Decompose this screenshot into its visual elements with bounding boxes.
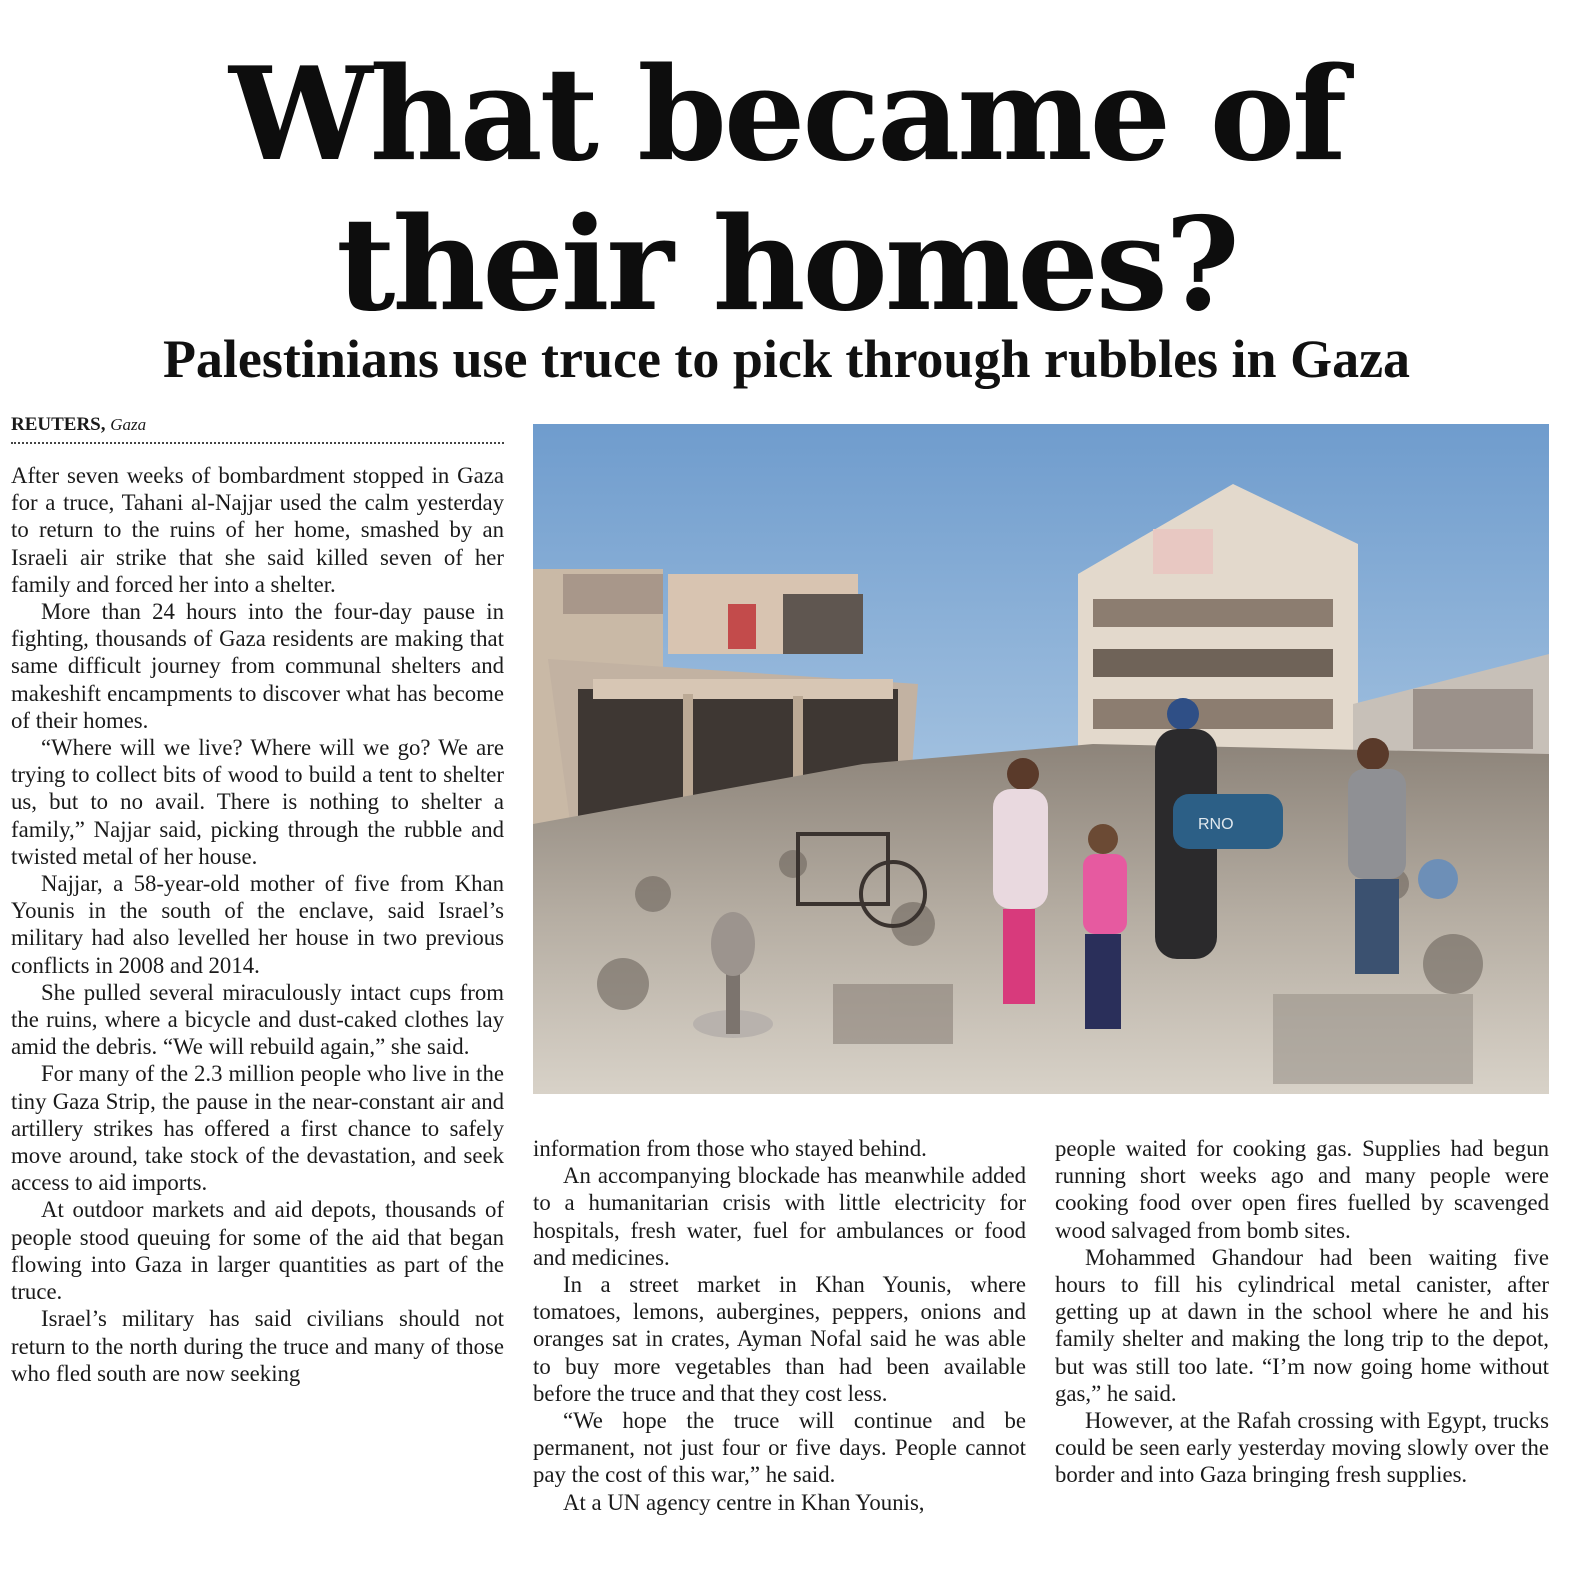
paragraph: In a street market in Khan Younis, where tomatoes, lemons, aubergines, peppers, onions and oranges sat in crates, Ayman Nofal said he was able to buy more vegetables than had been available before the truce and that they cost less. — [533, 1272, 1026, 1406]
byline-agency: REUTERS, — [11, 414, 106, 435]
paragraph: For many of the 2.3 million people who live in the tiny Gaza Strip, the pause in the near-constant air and artillery strikes has offered a first chance to safely move around, take stock of the devastation, and seek access to aid imports. — [11, 1061, 504, 1196]
paragraph: Mohammed Ghandour had been waiting five hours to fill his cylindrical metal canister, after getting up at dawn in the school where he and his family shelter and making the long trip to the depot, but was still too late. “I’m now going home without gas,” he said. — [1055, 1244, 1549, 1406]
headline-line-2: their homes? — [336, 190, 1237, 340]
bag-text: RNO — [1198, 816, 1234, 833]
article-column-2 — [533, 1135, 1026, 1516]
paragraph: At a UN agency centre in Khan Younis, — [563, 1489, 925, 1515]
paragraph: After seven weeks of bombardment stopped in Gaza for a truce, Tahani al-Najjar used the calm yesterday to return to the ruins of her home, smashed by an Israeli air strike that she said killed seven of her family and forced her into a shelter. — [11, 463, 504, 597]
paragraph: An accompanying blockade has meanwhile added to a humanitarian crisis with little electricity for hospitals, fresh water, fuel for ambulances or food and medicines. — [533, 1163, 1026, 1270]
headline-line-1: What became of — [228, 40, 1345, 190]
article-column-1 — [11, 462, 504, 1387]
paragraph: Israel’s military has said civilians should not return to the north during the truce and many of those who fled south are now seeking — [11, 1306, 504, 1386]
byline-location: Gaza — [110, 415, 147, 434]
headline — [0, 40, 1573, 340]
paragraph: More than 24 hours into the four-day pause in fighting, thousands of Gaza residents are making that same difficult journey from communal shelters and makeshift encampments to discover what has become of their homes. — [11, 599, 504, 733]
subheadline: Palestinians use truce to pick through rubbles in Gaza — [162, 329, 1411, 389]
paragraph: information from those who stayed behind. — [533, 1136, 927, 1161]
news-photo — [533, 424, 1549, 1094]
paragraph: “We hope the truce will continue and be permanent, not just four or five days. People cannot pay the cost of this war,” he said. — [533, 1408, 1026, 1488]
paragraph: Najjar, a 58-year-old mother of five from Khan Younis in the south of the enclave, said Israel’s military had also levelled her house in two previous conflicts in 2008 and 2014. — [11, 871, 504, 978]
paragraph: However, at the Rafah crossing with Egypt, trucks could be seen early yesterday moving slowly over the border and into Gaza bringing fresh supplies. — [1055, 1408, 1549, 1488]
byline — [11, 412, 504, 444]
photo-illustration — [533, 424, 1549, 1094]
article-column-3 — [1055, 1135, 1549, 1489]
paragraph: She pulled several miraculously intact cups from the ruins, where a bicycle and dust-caked clothes lay amid the debris. “We will rebuild again,” she said. — [11, 979, 504, 1060]
paragraph: people waited for cooking gas. Supplies had begun running short weeks ago and many people were cooking food over open fires fuelled by scavenged wood salvaged from bomb sites. — [1055, 1136, 1549, 1243]
paragraph: At outdoor markets and aid depots, thousands of people stood queuing for some of the aid that began flowing into Gaza in larger quantities as part of the truce. — [11, 1197, 504, 1305]
paragraph: “Where will we live? Where will we go? We are trying to collect bits of wood to build a tent to shelter us, but to no avail. There is nothing to shelter a family,” Najjar said, picking through the rubble and twisted metal of her house. — [11, 735, 504, 869]
